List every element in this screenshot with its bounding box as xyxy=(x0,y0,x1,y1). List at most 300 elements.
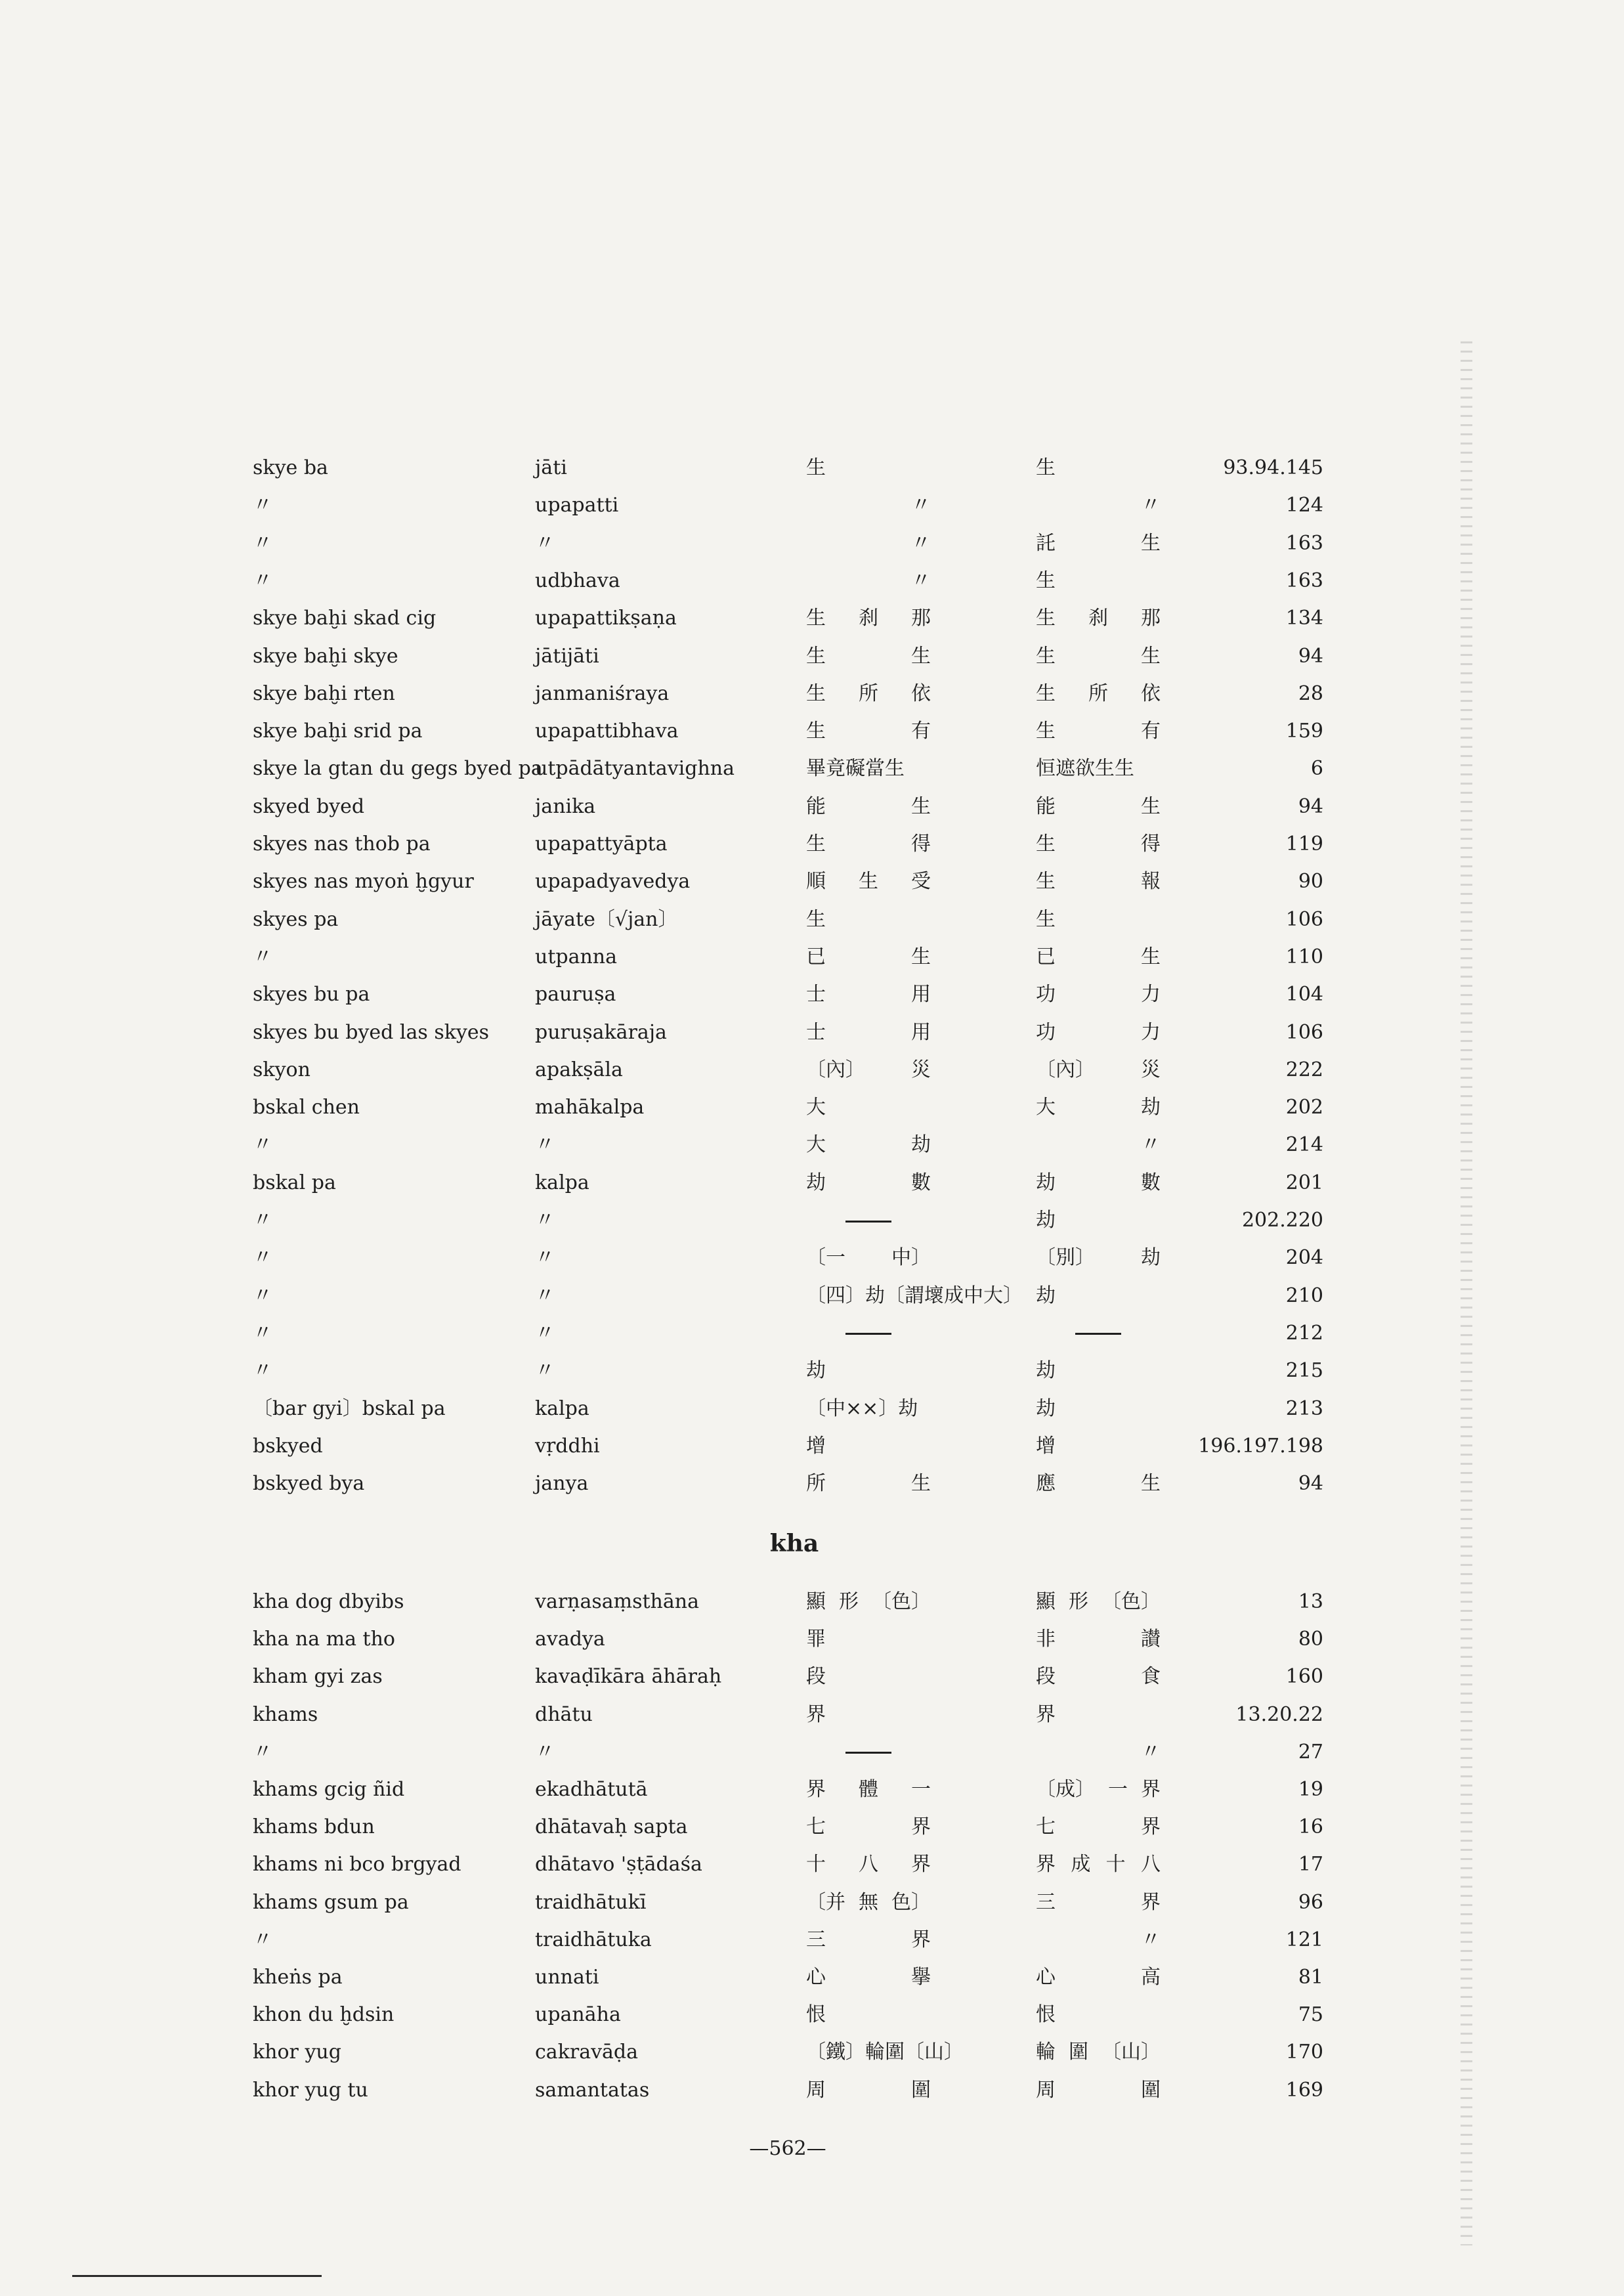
entry-row xyxy=(0,1317,1624,1350)
chinese-translation-a xyxy=(806,791,931,823)
page-reference: 204 xyxy=(1285,1246,1323,1270)
chinese-char: 用 xyxy=(911,983,931,1007)
chinese-char: 心 xyxy=(1036,1966,1056,1989)
chinese-char: 中〕 xyxy=(891,1246,931,1270)
sanskrit-term: janmaniśraya xyxy=(535,682,670,705)
chinese-char: 數 xyxy=(1141,1171,1161,1194)
sanskrit-term: samantatas xyxy=(535,2078,650,2102)
chinese-translation-a xyxy=(806,1242,931,1274)
chinese-char: 生 xyxy=(1036,456,1056,479)
chinese-char: 形 xyxy=(839,1590,859,1613)
page-reference: 212 xyxy=(1285,1321,1323,1345)
sanskrit-term: apakṣāla xyxy=(535,1058,623,1081)
chinese-translation-a xyxy=(806,715,931,748)
chinese-translation-b xyxy=(1036,828,1161,861)
entry-row xyxy=(0,1811,1624,1844)
chinese-translation-b xyxy=(1036,1054,1161,1087)
entry-row xyxy=(0,1886,1624,1919)
entry-row xyxy=(0,640,1624,673)
chinese-char: 十 xyxy=(806,1853,826,1876)
chinese-translation-a xyxy=(806,1961,931,1994)
chinese-char: 色〕 xyxy=(891,1890,931,1914)
chinese-translation-a xyxy=(806,2074,931,2107)
chinese-char: 劫 xyxy=(1141,1246,1161,1270)
chinese-char: 生 xyxy=(806,833,826,856)
chinese-char: 生 xyxy=(1036,833,1056,856)
sanskrit-term: dhātavo 'ṣṭādaśa xyxy=(535,1853,702,1876)
chinese-translation-a xyxy=(806,565,931,597)
chinese-translation-b xyxy=(1036,527,1161,560)
chinese-char: 形 xyxy=(1069,1590,1088,1613)
chinese-translation-a xyxy=(806,1660,931,1693)
entry-row xyxy=(0,715,1624,748)
chinese-char: 用 xyxy=(911,1020,931,1044)
chinese-char: 恒遮欲生生 xyxy=(1036,757,1134,781)
page-number: —562— xyxy=(749,2137,826,2160)
chinese-char: 〔四〕劫〔謂壞成中大〕 xyxy=(806,1284,1023,1307)
sanskrit-term: varṇasaṃsthāna xyxy=(535,1590,699,1613)
tibetan-term: 〃 xyxy=(253,945,272,968)
chinese-char: 顯 xyxy=(806,1590,826,1613)
chinese-translation-a xyxy=(806,2036,964,2069)
sanskrit-term: upapadyavedya xyxy=(535,870,691,894)
chinese-char: 生 xyxy=(1141,644,1161,668)
chinese-char: 圍 xyxy=(1069,2041,1088,2064)
chinese-translation-a xyxy=(806,1586,931,1618)
page-reference: 213 xyxy=(1285,1397,1323,1420)
chinese-char: 大 xyxy=(1036,1096,1056,1119)
chinese-char: 一 xyxy=(1108,1778,1128,1801)
tibetan-term: skyon xyxy=(253,1058,310,1081)
entry-row xyxy=(0,828,1624,861)
sanskrit-term: cakravāḍa xyxy=(535,2041,639,2064)
chinese-char: 那 xyxy=(1141,607,1161,630)
chinese-char: 段 xyxy=(806,1665,826,1689)
tibetan-term: 〃 xyxy=(253,1740,272,1764)
chinese-translation-a xyxy=(806,1773,931,1806)
chinese-translation-a xyxy=(806,1354,931,1387)
chinese-char: 災 xyxy=(1141,1058,1161,1081)
tibetan-term: bskyed bya xyxy=(253,1472,365,1496)
chinese-translation-a xyxy=(806,527,931,560)
entry-row xyxy=(0,1586,1624,1618)
chinese-char: 界 xyxy=(806,1778,826,1801)
tibetan-term: skye baḫi skye xyxy=(253,644,398,668)
sanskrit-term: jāyate〔√jan〕 xyxy=(535,907,678,931)
page-reference: 28 xyxy=(1298,682,1323,705)
page-reference: 159 xyxy=(1285,720,1323,743)
tibetan-term: khams xyxy=(253,1702,318,1726)
sanskrit-term: kalpa xyxy=(535,1397,589,1420)
repeat-dash xyxy=(845,1752,891,1754)
sanskrit-term: upapattyāpta xyxy=(535,833,668,856)
chinese-translation-a xyxy=(806,1467,931,1500)
chinese-char: 順 xyxy=(806,870,826,894)
page-reference: 13 xyxy=(1298,1590,1323,1613)
page-reference: 169 xyxy=(1285,2078,1323,2102)
chinese-translation-b xyxy=(1036,1699,1161,1731)
chinese-translation-a xyxy=(806,1280,1023,1312)
chinese-char: 所 xyxy=(1088,682,1108,705)
page-reference: 104 xyxy=(1285,983,1323,1007)
chinese-translation-a xyxy=(806,941,931,974)
chinese-char: 生 xyxy=(911,644,931,668)
chinese-char: 十 xyxy=(1105,1853,1126,1876)
page-reference: 163 xyxy=(1285,569,1323,592)
chinese-char: 劫 xyxy=(1036,1171,1056,1194)
sanskrit-term: jātijāti xyxy=(535,644,599,668)
tibetan-term: khams ni bco brgyad xyxy=(253,1853,461,1876)
chinese-translation-a xyxy=(806,489,931,522)
chinese-char: 生 xyxy=(1036,569,1056,592)
tibetan-term: 〃 xyxy=(253,1359,272,1383)
chinese-char: 增 xyxy=(806,1434,826,1458)
chinese-char: 大 xyxy=(806,1133,826,1157)
chinese-translation-b xyxy=(1036,1317,1161,1350)
chinese-translation-b xyxy=(1036,640,1161,673)
chinese-char: 輪 xyxy=(1036,2041,1056,2064)
page-reference: 6 xyxy=(1310,757,1323,781)
entry-row xyxy=(0,1961,1624,1994)
tibetan-term: khams gsum pa xyxy=(253,1890,409,1914)
sanskrit-term: 〃 xyxy=(535,1740,555,1764)
page-reference: 214 xyxy=(1285,1133,1323,1157)
chinese-char: 三 xyxy=(806,1928,826,1951)
chinese-char: 依 xyxy=(1141,682,1161,705)
chinese-char: 〃 xyxy=(1141,494,1161,517)
page-reference: 196.197.198 xyxy=(1198,1434,1323,1458)
chinese-translation-a xyxy=(806,828,931,861)
chinese-char: 有 xyxy=(911,720,931,743)
chinese-char: 生 xyxy=(1036,870,1056,894)
chinese-char: 所 xyxy=(859,682,878,705)
chinese-char: 周 xyxy=(1036,2078,1056,2102)
sanskrit-term: unnati xyxy=(535,1966,599,1989)
sanskrit-term: vṛddhi xyxy=(535,1434,600,1458)
chinese-translation-b xyxy=(1036,565,1161,597)
chinese-char: 得 xyxy=(1141,833,1161,856)
sanskrit-term: janya xyxy=(535,1472,589,1496)
chinese-char: 生 xyxy=(859,870,878,894)
chinese-char: 生 xyxy=(806,607,826,630)
chinese-char: 界 xyxy=(806,1702,826,1726)
entry-row xyxy=(0,1393,1624,1425)
chinese-translation-a xyxy=(806,1848,931,1881)
chinese-char: 七 xyxy=(1036,1815,1056,1839)
chinese-char: 劫 xyxy=(806,1171,826,1194)
page-reference: 93.94.145 xyxy=(1223,456,1323,479)
chinese-translation-b xyxy=(1036,1660,1161,1693)
chinese-translation-b xyxy=(1036,1430,1161,1463)
chinese-char: 恨 xyxy=(1036,2003,1056,2027)
chinese-translation-a xyxy=(806,1886,931,1919)
chinese-char: 非 xyxy=(1036,1628,1056,1651)
tibetan-term: skyes pa xyxy=(253,907,339,931)
tibetan-term: kha na ma tho xyxy=(253,1628,395,1651)
page-reference: 90 xyxy=(1298,870,1323,894)
page-reference: 163 xyxy=(1285,531,1323,555)
chinese-char: 士 xyxy=(806,1020,826,1044)
chinese-char: 〔山〕 xyxy=(1101,2041,1161,2064)
page-reference: 202 xyxy=(1285,1096,1323,1119)
chinese-translation-b xyxy=(1036,1961,1161,1994)
chinese-char: 〃 xyxy=(911,531,931,555)
tibetan-term: 〃 xyxy=(253,1209,272,1232)
chinese-char: 刹 xyxy=(859,607,878,630)
page-reference: 19 xyxy=(1298,1778,1323,1801)
page-reference: 106 xyxy=(1285,1020,1323,1044)
tibetan-term: skyes bu pa xyxy=(253,983,370,1007)
tibetan-term: skye baḫi skad cig xyxy=(253,607,437,630)
tibetan-term: bskyed xyxy=(253,1434,323,1458)
tibetan-term: 〔bar gyi〕bskal pa xyxy=(253,1397,446,1420)
chinese-translation-a xyxy=(806,1623,931,1656)
chinese-char: 數 xyxy=(911,1171,931,1194)
chinese-char: 生 xyxy=(806,682,826,705)
tibetan-term: khor yug tu xyxy=(253,2078,368,2102)
entry-row xyxy=(0,678,1624,710)
entry-row xyxy=(0,1354,1624,1387)
page-reference: 170 xyxy=(1285,2041,1323,2064)
entry-row xyxy=(0,1467,1624,1500)
chinese-char: 功 xyxy=(1036,983,1056,1007)
chinese-translation-a xyxy=(806,1999,931,2031)
entry-row xyxy=(0,1054,1624,1087)
entry-row xyxy=(0,978,1624,1011)
page-reference: 124 xyxy=(1285,494,1323,517)
chinese-translation-a xyxy=(806,1054,931,1087)
chinese-char: 託 xyxy=(1036,531,1056,555)
chinese-translation-a xyxy=(806,452,931,485)
chinese-translation-b xyxy=(1036,452,1161,485)
chinese-char: 顯 xyxy=(1036,1590,1056,1613)
chinese-translation-b xyxy=(1036,1623,1161,1656)
chinese-char: 生 xyxy=(1036,907,1056,931)
entry-row xyxy=(0,1848,1624,1881)
chinese-char: 士 xyxy=(806,983,826,1007)
chinese-translation-b xyxy=(1036,1354,1161,1387)
chinese-char: 〔內〕 xyxy=(806,1058,865,1081)
chinese-char: 生 xyxy=(911,945,931,968)
entry-row xyxy=(0,1924,1624,1957)
chinese-char: 劫 xyxy=(1036,1359,1056,1383)
chinese-char: 〔并 xyxy=(806,1890,845,1914)
chinese-char: 有 xyxy=(1141,720,1161,743)
chinese-translation-b xyxy=(1036,1280,1161,1312)
chinese-char: 〔別〕 xyxy=(1036,1246,1095,1270)
chinese-translation-a xyxy=(806,1167,931,1200)
chinese-char: 劫 xyxy=(1036,1209,1056,1232)
chinese-translation-b xyxy=(1036,1016,1161,1049)
chinese-char: 生 xyxy=(806,456,826,479)
tibetan-term: bskal chen xyxy=(253,1096,360,1119)
chinese-char: 界 xyxy=(911,1815,931,1839)
tibetan-term: 〃 xyxy=(253,1928,272,1951)
chinese-translation-a xyxy=(806,903,931,936)
chinese-char: 生 xyxy=(1036,720,1056,743)
chinese-char: 〔一 xyxy=(806,1246,845,1270)
chinese-char: 那 xyxy=(911,607,931,630)
chinese-char: 周 xyxy=(806,2078,826,2102)
chinese-char: 〃 xyxy=(911,569,931,592)
page-reference: 80 xyxy=(1298,1628,1323,1651)
chinese-char: 生 xyxy=(1036,607,1056,630)
chinese-char: 讃 xyxy=(1141,1628,1161,1651)
chinese-translation-a xyxy=(806,1204,931,1237)
entry-row xyxy=(0,1204,1624,1237)
chinese-char: 力 xyxy=(1141,1020,1161,1044)
chinese-char: 生 xyxy=(1141,945,1161,968)
chinese-char: 所 xyxy=(806,1472,826,1496)
chinese-char: 〔鐵〕輪圍〔山〕 xyxy=(806,2041,964,2064)
chinese-char: 生 xyxy=(1141,1472,1161,1496)
sanskrit-term: upanāha xyxy=(535,2003,621,2027)
tibetan-term: 〃 xyxy=(253,1284,272,1307)
entry-row xyxy=(0,2074,1624,2107)
entry-row xyxy=(0,903,1624,936)
entry-row xyxy=(0,1699,1624,1731)
chinese-char: 界 xyxy=(1036,1702,1056,1726)
sanskrit-term: dhātu xyxy=(535,1702,593,1726)
page-reference: 96 xyxy=(1298,1890,1323,1914)
tibetan-term: skye ba xyxy=(253,456,328,479)
chinese-char: 劫 xyxy=(1036,1397,1056,1420)
tibetan-term: skyes bu byed las skyes xyxy=(253,1020,489,1044)
chinese-char: 生 xyxy=(1036,682,1056,705)
chinese-char: 力 xyxy=(1141,983,1161,1007)
repeat-dash xyxy=(845,1333,891,1335)
chinese-char: 增 xyxy=(1036,1434,1056,1458)
chinese-char: 大 xyxy=(806,1096,826,1119)
chinese-char: 刹 xyxy=(1088,607,1108,630)
chinese-char: 劫 xyxy=(1141,1096,1161,1119)
sanskrit-term: 〃 xyxy=(535,1133,555,1157)
tibetan-term: skye baḫi srid pa xyxy=(253,720,423,743)
chinese-translation-b xyxy=(1036,678,1161,710)
page-reference: 160 xyxy=(1285,1665,1323,1689)
chinese-char: 生 xyxy=(1141,531,1161,555)
chinese-translation-b xyxy=(1036,1091,1161,1124)
chinese-char: 得 xyxy=(911,833,931,856)
page-reference: 110 xyxy=(1285,945,1323,968)
entry-row xyxy=(0,1623,1624,1656)
entry-row xyxy=(0,1167,1624,1200)
chinese-char: 〃 xyxy=(1141,1133,1161,1157)
chinese-char: 心 xyxy=(806,1966,826,1989)
chinese-char: 生 xyxy=(1141,794,1161,818)
chinese-char: 災 xyxy=(911,1058,931,1081)
entry-row xyxy=(0,1129,1624,1161)
chinese-translation-a xyxy=(806,1699,931,1731)
tibetan-term: khor yug xyxy=(253,2041,341,2064)
entry-row xyxy=(0,865,1624,898)
entry-row xyxy=(0,1736,1624,1769)
chinese-translation-a xyxy=(806,678,931,710)
page-reference: 106 xyxy=(1285,907,1323,931)
sanskrit-term: mahākalpa xyxy=(535,1096,645,1119)
chinese-translation-a xyxy=(806,1811,931,1844)
chinese-char: 劫 xyxy=(806,1359,826,1383)
chinese-char: 擧 xyxy=(911,1966,931,1989)
chinese-translation-a xyxy=(806,752,931,785)
tibetan-term: 〃 xyxy=(253,531,272,555)
chinese-char: 成 xyxy=(1071,1853,1091,1876)
chinese-char: 畢竟礙當生 xyxy=(806,757,905,781)
chinese-char: 界 xyxy=(911,1853,931,1876)
page-reference: 94 xyxy=(1298,794,1323,818)
entry-row xyxy=(0,1091,1624,1124)
chinese-char: 受 xyxy=(911,870,931,894)
entry-row xyxy=(0,1242,1624,1274)
sanskrit-term: 〃 xyxy=(535,1359,555,1383)
tibetan-term: 〃 xyxy=(253,1246,272,1270)
tibetan-term: khon du ḫdsin xyxy=(253,2003,395,2027)
chinese-translation-b xyxy=(1036,1242,1161,1274)
tibetan-term: 〃 xyxy=(253,494,272,517)
chinese-char: 生 xyxy=(806,720,826,743)
page-reference: 75 xyxy=(1298,2003,1323,2027)
chinese-translation-b xyxy=(1036,2074,1161,2107)
chinese-char: 能 xyxy=(806,794,826,818)
chinese-char: 生 xyxy=(911,1472,931,1496)
sanskrit-term: traidhātuka xyxy=(535,1928,652,1951)
chinese-char: 八 xyxy=(859,1853,878,1876)
page-reference: 27 xyxy=(1298,1740,1323,1764)
sanskrit-term: upapatti xyxy=(535,494,619,517)
chinese-translation-b xyxy=(1036,1773,1161,1806)
chinese-translation-b xyxy=(1036,1204,1161,1237)
chinese-translation-b xyxy=(1036,978,1161,1011)
sanskrit-term: jāti xyxy=(535,456,567,479)
entry-row xyxy=(0,1280,1624,1312)
chinese-char: 依 xyxy=(911,682,931,705)
entry-row xyxy=(0,1660,1624,1693)
chinese-char: 界 xyxy=(1141,1778,1161,1801)
chinese-char: 〔色〕 xyxy=(1101,1590,1161,1613)
chinese-char: 功 xyxy=(1036,1020,1056,1044)
chinese-char: 段 xyxy=(1036,1665,1056,1689)
page-reference: 17 xyxy=(1298,1853,1323,1876)
chinese-char: 〃 xyxy=(1141,1928,1161,1951)
page-reference: 222 xyxy=(1285,1058,1323,1081)
chinese-translation-b xyxy=(1036,1586,1161,1618)
chinese-translation-a xyxy=(806,602,931,635)
page-reference: 201 xyxy=(1285,1171,1323,1194)
chinese-char: 恨 xyxy=(806,2003,826,2027)
chinese-char: 應 xyxy=(1036,1472,1056,1496)
chinese-translation-b xyxy=(1036,865,1161,898)
entry-row xyxy=(0,489,1624,522)
tibetan-term: skyes nas thob pa xyxy=(253,833,431,856)
chinese-translation-a xyxy=(806,978,931,1011)
sanskrit-term: pauruṣa xyxy=(535,983,616,1007)
chinese-char: 生 xyxy=(1036,644,1056,668)
sanskrit-term: 〃 xyxy=(535,1209,555,1232)
chinese-char: 圍 xyxy=(911,2078,931,2102)
chinese-translation-a xyxy=(806,1736,931,1769)
chinese-char: 食 xyxy=(1141,1665,1161,1689)
sanskrit-term: dhātavaḥ sapta xyxy=(535,1815,688,1839)
chinese-translation-b xyxy=(1036,1886,1161,1919)
chinese-translation-a xyxy=(806,865,931,898)
sanskrit-term: kavaḍīkāra āhāraḥ xyxy=(535,1665,722,1689)
chinese-translation-b xyxy=(1036,791,1161,823)
page-reference: 202.220 xyxy=(1241,1209,1323,1232)
chinese-char: 罪 xyxy=(806,1628,826,1651)
chinese-char: 體 xyxy=(859,1778,878,1801)
tibetan-term: kham gyi zas xyxy=(253,1665,383,1689)
page-reference: 119 xyxy=(1285,833,1323,856)
